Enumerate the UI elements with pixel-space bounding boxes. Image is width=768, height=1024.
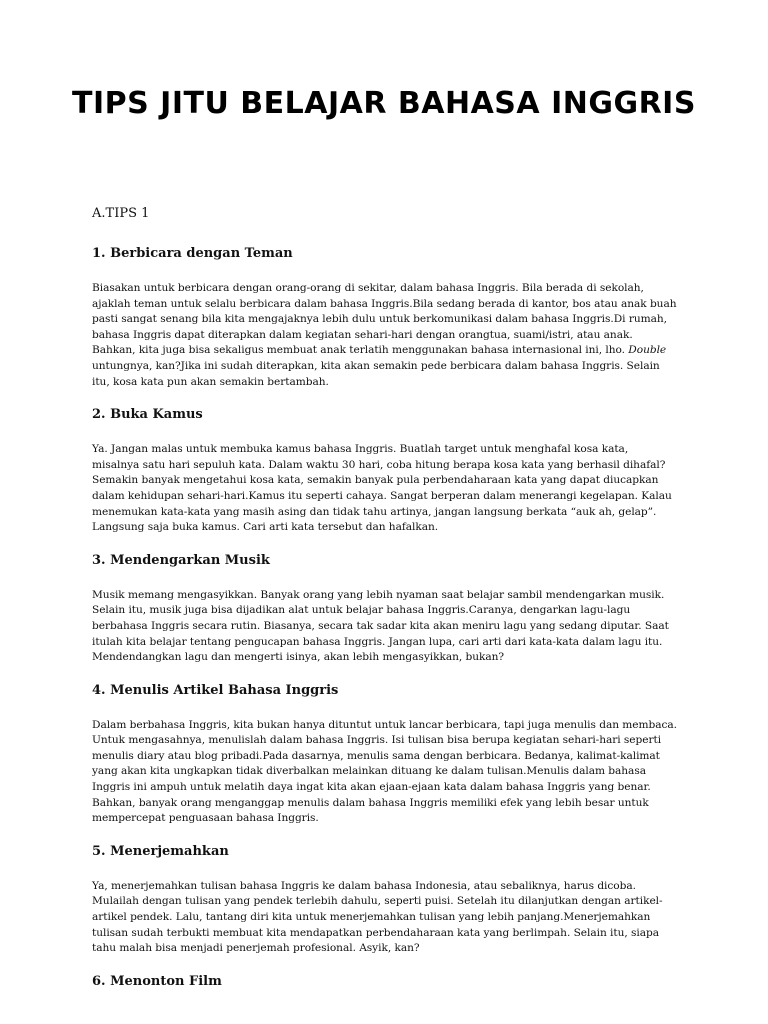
tip-paragraph-1-part-1: Biasakan untuk berbicara dengan orang-orang di sekitar, dalam bahasa Inggris. Bila berada di sekolah, ajaklah teman untuk selalu berbicara dalam bahasa Inggris.Bila sedang berada di kantor, bos atau anak buah pasti sangat senang bila kita mengajaknya lebih dulu untuk berkomunikasi dalam bahasa Inggris.Di rumah, bahasa Inggris dapat diterapkan dalam kegiatan sehari-hari dengan orangtua, suami/istri, atau anak. Bahkan, kita juga bisa sekaligus membuat anak terlatih menggunakan bahasa internasional ini, lho.: [92, 282, 677, 357]
tip-heading-2: 2. Buka Kamus: [92, 407, 203, 423]
tip-heading-3: 3. Mendengarkan Musik: [92, 552, 270, 568]
section-label: A.TIPS 1: [92, 206, 150, 221]
document-body: [92, 205, 678, 1009]
tip-heading-6: 6. Menonton Film: [92, 973, 222, 989]
tip-paragraph-1: [92, 281, 678, 390]
tip-paragraph-2: Ya. Jangan malas untuk membuka kamus bahasa Inggris. Buatlah target untuk menghafal kosa kata, misalnya satu hari sepuluh kata. Dalam waktu 30 hari, coba hitung berapa kosa kata yang berhasil dihafal? Semakin banyak mengetahui kosa kata, semakin banyak pula perbendaharaan kata yang dapat diucapkan dalam kehidupan sehari-hari.Kamus itu seperti cahaya. Sangat berperan dalam menerangi kegelapan. Kalau menemukan kata-kata yang masih asing dan tidak tahu artinya, jangan langsung berkata “auk ah, gelap”. Langsung saja buka kamus. Cari arti kata tersebut dan hafalkan.: [92, 443, 672, 534]
tip-paragraph-1-part-2: untungnya, kan?Jika ini sudah diterapkan, kita akan semakin pede berbicara dalam bahasa Inggris. Selain itu, kosa kata pun akan semakin bertambah.: [92, 359, 660, 388]
document-title: TIPS JITU BELAJAR BAHASA INGGRIS: [72, 86, 696, 121]
emphasis-text: Double: [628, 344, 667, 357]
tip-heading-5: 5. Menerjemahkan: [92, 843, 229, 859]
tip-paragraph-4: Dalam berbahasa Inggris, kita bukan hanya dituntut untuk lancar berbicara, tapi juga menulis dan membaca. Untuk mengasahnya, menulislah dalam bahasa Inggris. Isi tulisan bisa berupa kegiatan sehari-hari seperti menulis diary atau blog pribadi.Pada dasarnya, menulis sama dengan berbicara. Bedanya, kalimat-kalimat yang akan kita ungkapkan tidak diverbalkan melainkan dituang ke dalam tulisan.Menulis dalam bahasa Inggris ini ampuh untuk melatih daya ingat kita akan ejaan-ejaan kata dalam bahasa Inggris yang benar. Bahkan, banyak orang menganggap menulis dalam bahasa Inggris memiliki efek yang lebih besar untuk mempercepat penguasaan bahasa Inggris.: [92, 718, 677, 825]
tip-paragraph-5: Ya, menerjemahkan tulisan bahasa Inggris ke dalam bahasa Indonesia, atau sebaliknya, harus dicoba. Mulailah dengan tulisan yang pendek terlebih dahulu, seperti puisi. Setelah itu dilanjutkan dengan artikel-artikel pendek. Lalu, tantang diri kita untuk menerjemahkan tulisan yang lebih panjang.Menerjemahkan tulisan sudah terbukti membuat kita mendapatkan perbendaharaan kata yang berlimpah. Selain itu, siapa tahu malah bisa menjadi penerjemah profesional. Asyik, kan?: [92, 879, 663, 955]
tip-heading-4: 4. Menulis Artikel Bahasa Inggris: [92, 682, 339, 698]
tip-paragraph-3: Musik memang mengasyikkan. Banyak orang yang lebih nyaman saat belajar sambil mendengarkan musik. Selain itu, musik juga bisa dijadikan alat untuk belajar bahasa Inggris.Caranya, dengarkan lagu-lagu berbahasa Inggris secara rutin. Biasanya, secara tak sadar kita akan meniru lagu yang sedang diputar. Saat itulah kita belajar tentang pengucapan bahasa Inggris. Jangan lupa, cari arti dari kata-kata dalam lagu itu. Mendendangkan lagu dan mengerti isinya, akan lebih mengasyikkan, bukan?: [92, 588, 669, 664]
tip-heading-1: 1. Berbicara dengan Teman: [92, 246, 293, 261]
